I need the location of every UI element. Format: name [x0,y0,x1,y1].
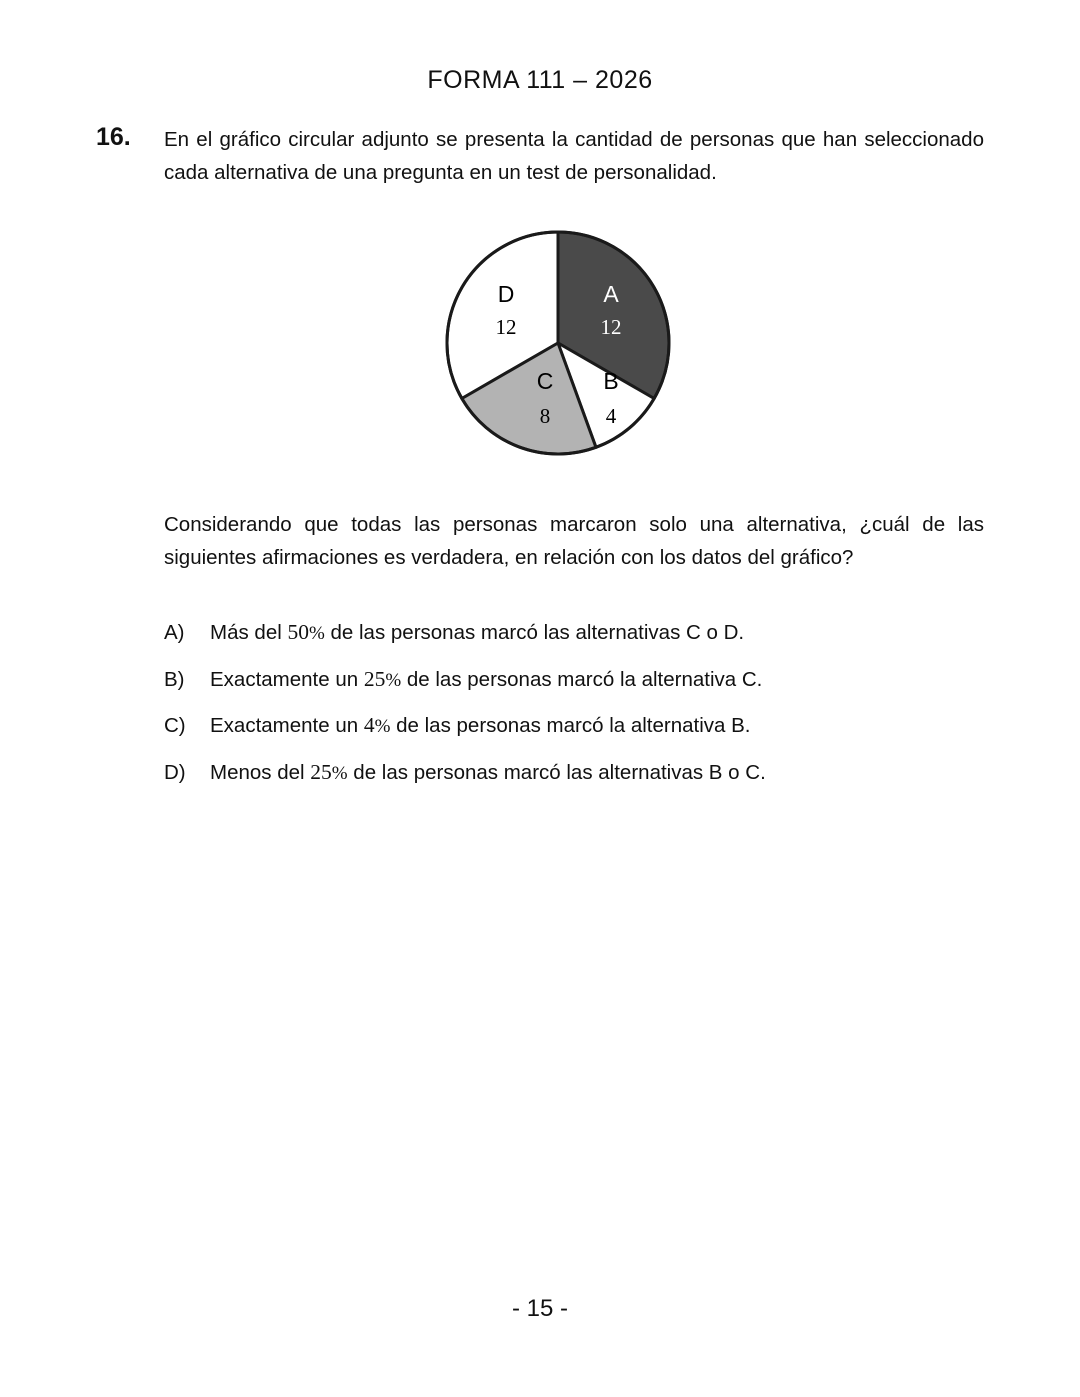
pie-label-b: B [603,368,619,394]
option-b-number: 25 [363,666,386,691]
option-d-pre: Menos del [210,760,311,784]
question-lead-in: Considerando que todas las personas marcaron solo una alternativa, ¿cuál de las siguientes afirmaciones es verdadera, en relación con los datos del gráfico? [164,513,984,569]
option-a-number: 50 [287,620,309,644]
option-d-text [210,758,994,788]
page-header-title: FORMA 111 – 2026 [427,66,653,94]
option-b-post: de las personas marcó la alternativa C. [401,667,763,691]
pie-chart-svg [433,222,683,472]
option-b-key: B) [164,667,185,691]
pie-value-a: 12 [600,315,622,339]
option-b-text [210,665,994,695]
pie-label-c: C [536,368,554,394]
option-b-percent-sign: % [385,669,402,691]
option-b[interactable] [164,665,994,695]
option-d-post: de las personas marcó las alternativas B o C. [347,760,766,784]
option-d-key: D) [164,760,186,784]
question-statement: En el gráfico circular adjunto se presenta la cantidad de personas que han seleccionado cada alternativa de una pregunta en un test de personalidad. [164,128,984,184]
option-a-text [210,618,994,648]
answer-options-list [164,618,994,804]
option-d[interactable] [164,758,994,788]
pie-value-d: 12 [495,315,517,339]
pie-value-b: 4 [605,404,617,428]
option-a-pre: Más del [210,621,288,644]
option-c-key: C) [164,714,186,737]
option-c-pre: Exactamente un [210,714,364,737]
option-c-text [210,711,994,741]
pie-chart-figure [0,222,1080,472]
option-a-key: A) [164,621,185,644]
pie-label-d: D [497,281,515,307]
option-b-pre: Exactamente un [210,667,364,691]
pie-label-a: A [603,281,619,307]
option-c[interactable] [164,711,994,741]
page-number-footer: - 15 - [511,1295,568,1322]
option-a[interactable] [164,618,994,648]
option-d-percent-sign: % [331,762,348,784]
question-number: 16. [96,123,131,151]
pie-value-c: 8 [539,404,551,428]
option-c-number: 4 [363,713,375,737]
option-c-post: de las personas marcó la alternativa B. [390,714,751,737]
option-a-percent-sign: % [308,623,325,644]
question-block [96,123,984,189]
option-c-percent-sign: % [374,716,391,737]
option-d-number: 25 [310,759,332,784]
option-a-post: de las personas marcó las alternativas C o D. [324,621,745,644]
